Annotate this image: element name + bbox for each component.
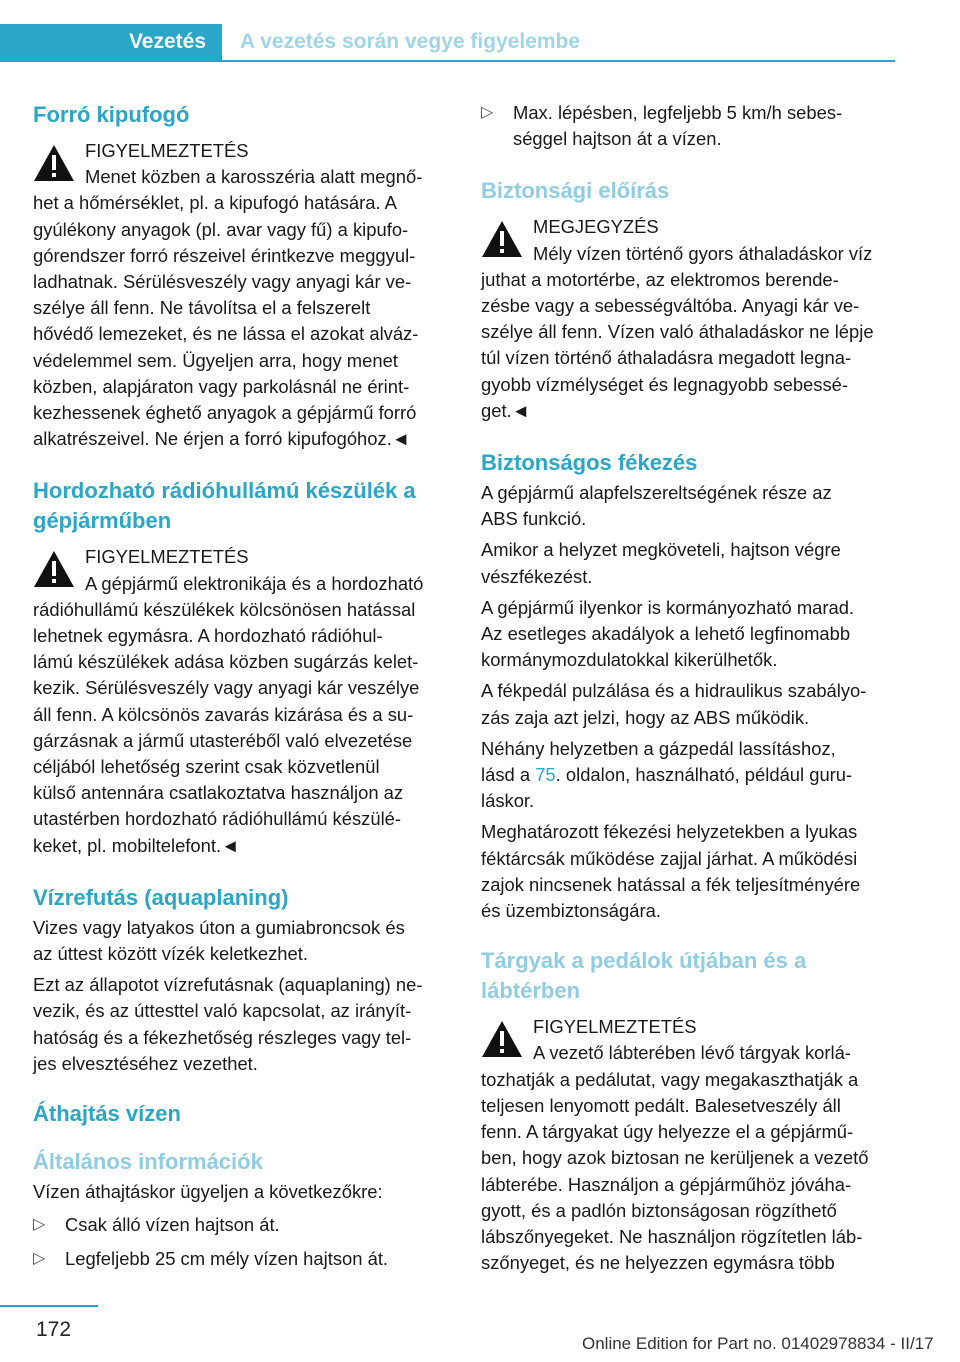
list-item: [481, 100, 897, 152]
warning-triangle-icon: [33, 144, 75, 182]
warning-text-line: kezhessenek éghető anyagok a gépjármű forró: [33, 402, 417, 424]
note-text-line: szélye áll fenn. Vízen való áthaladáskor ne lépje: [481, 321, 874, 343]
paragraph: [481, 480, 897, 532]
warning-text-line: A gépjármű elektronikája és a hordozható: [85, 572, 424, 594]
warning-text-line: ben, hogy azok biztosan ne kerüljenek a vezető: [481, 1147, 869, 1169]
warning-text-line: gyott, és a padlón biztonságosan rögzíthető: [481, 1199, 837, 1221]
warning-text-line: keket, pl. mobiltelefont.◄: [33, 834, 240, 856]
text-line: [481, 762, 897, 788]
text-line: A fékpedál pulzálása és a hidraulikus szabályo-: [481, 680, 867, 702]
warning-label: FIGYELMEZTETÉS: [85, 140, 249, 161]
warning-text-line: A vezető lábterében lévő tárgyak korlá-: [533, 1042, 851, 1064]
paragraph: [33, 915, 449, 967]
warning-triangle-icon: [481, 220, 523, 258]
list-item-text: Csak álló vízen hajtson át.: [65, 1214, 280, 1236]
text-line: ABS funkció.: [481, 508, 587, 530]
heading-portable-radio: Hordozható rádióhullámú készülék a gépjárműben: [33, 478, 416, 534]
text-line: hatóság és a fékezhetőség részleges vagy tel-: [33, 1026, 412, 1048]
warning-text-line: het a hőmérséklet, pl. a kipufogó hatására. A: [33, 192, 397, 214]
warning-text-line: áll fenn. A kölcsönös zavarás kizárása és a su-: [33, 703, 414, 725]
list-item: [33, 1212, 449, 1238]
text-line: A gépjármű alapfelszereltségének része az: [481, 482, 832, 504]
warning-text-line: hővédő lemezeket, és ne lássa el azokat alváz-: [33, 323, 419, 345]
list-item: [33, 1246, 449, 1272]
text-line: zajok nincsenek hatással a fék teljesítményére: [481, 873, 861, 895]
text-line: Vizes vagy latyakos úton a gumiabroncsok és: [33, 916, 405, 938]
text-line: vezik, és az úttesttel való kapcsolat, az irányít-: [33, 1000, 412, 1022]
heading-driving-through-water: Áthajtás vízen: [33, 1101, 181, 1127]
warning-text-line: ladhatnak. Sérülésveszély vagy anyagi kár ve-: [33, 271, 412, 293]
section-subtitle: A vezetés során vegye figyelembe: [240, 30, 581, 53]
text-line: és üzembiztonságára.: [481, 900, 661, 922]
list-item-text: Legfeljebb 25 cm mély vízen hajtson át.: [65, 1247, 389, 1269]
text-line: A gépjármű ilyenkor is kormányozható marad.: [481, 596, 855, 618]
page-reference-link[interactable]: 75: [535, 764, 556, 786]
paragraph: [481, 595, 897, 674]
text-line: az úttest között vízék keletkezhet.: [33, 943, 308, 965]
warning-text-line: lehetnek egymásra. A hordozható rádióhul-: [33, 625, 383, 647]
warning-text-line: lábterébe. Használjon a gépjárműhöz jóváha-: [481, 1173, 852, 1195]
text-line: kormánymozdulatokkal kikerülhetők.: [481, 649, 778, 671]
warning-text-line: szélye áll fenn. Ne távolítsa el a felszerelt: [33, 297, 371, 319]
warning-text-line: céljából lehetőség szerint csak közvetlenül: [33, 756, 380, 778]
text-line: jes elvesztéséhez vezethet.: [33, 1052, 258, 1074]
warning-text-line: lábszőnyegeket. Ne használjon rögzítetlen láb-: [481, 1225, 863, 1247]
note-label: MEGJEGYZÉS: [533, 216, 659, 238]
warning-text-line: utastérben hordozható rádióhullámú készülé-: [33, 808, 402, 830]
warning-text-line: gyúlékony anyagok (pl. avar vagy fű) a kipufo-: [33, 218, 409, 240]
text-line: Néhány helyzetben a gázpedál lassításhoz,: [481, 737, 836, 759]
text-span: . oldalon, használható, például guru-: [555, 764, 853, 786]
warning-text-line: alkatrészeivel. Ne érjen a forró kipufogóhoz.◄: [33, 428, 411, 450]
paragraph: [33, 972, 449, 1077]
general-intro: Vízen áthajtáskor ügyeljen a következőkre:: [33, 1181, 383, 1203]
note-block-water: [481, 214, 897, 424]
warning-text-line: külső antennára csatlakoztatva használjon az: [33, 782, 404, 804]
note-text-line: Mély vízen történő gyors áthaladáskor víz: [533, 242, 873, 264]
text-line: láskor.: [481, 790, 535, 812]
heading-objects-footwell: Tárgyak a pedálok útjában és a lábtérben: [481, 948, 807, 1004]
warning-text-line: szőnyeget, és ne helyezzen egymásra több: [481, 1252, 835, 1274]
edition-text: Online Edition for Part no. 01402978834 - II/17: [582, 1334, 934, 1353]
triangle-right-bullet-icon: ▷: [33, 1249, 46, 1267]
heading-hot-exhaust: Forró kipufogó: [33, 102, 190, 127]
warning-block-footwell: [481, 1014, 897, 1276]
warning-triangle-icon: [481, 1020, 523, 1058]
warning-text-line: tozhatják a pedálutat, vagy megakaszthatják a: [481, 1068, 859, 1090]
page-header: [0, 24, 895, 60]
warning-text-line: közben, alapjáraton vagy parkolásnál ne érint-: [33, 375, 410, 397]
right-column: [481, 100, 897, 1276]
paragraph: [481, 678, 897, 730]
warning-text-line: górendszer forró részeivel érintkezve meggyul-: [33, 244, 416, 266]
heading-aquaplaning: Vízrefutás (aquaplaning): [33, 884, 289, 910]
triangle-right-bullet-icon: ▷: [481, 104, 494, 121]
paragraph: [481, 819, 897, 924]
note-text-line: túl vízen történő áthaladásra megadott legna-: [481, 347, 852, 369]
warning-text-line: lámú készülékek adása közben sugárzás kelet-: [33, 651, 419, 673]
header-rule: [0, 60, 895, 62]
text-line: Ezt az állapotot vízrefutásnak (aquaplaning) ne-: [33, 974, 423, 996]
heading-safety-note: Biztonsági előírás: [481, 178, 670, 204]
warning-text-line: védelemmel sem. Ügyeljen arra, hogy menet: [33, 349, 398, 371]
note-text-line: zésbe vagy a sebességváltóba. Anyagi kár ve-: [481, 295, 860, 317]
warning-text-line: rádióhullámú készülékek kölcsönösen hatással: [33, 598, 416, 620]
left-column: [33, 100, 449, 1272]
text-span: lásd a: [481, 764, 536, 786]
warning-label: FIGYELMEZTETÉS: [85, 546, 249, 568]
warning-text-line: fenn. A tárgyakat úgy helyezze el a gépjármű-: [481, 1121, 854, 1143]
text-line: vészfékezést.: [481, 565, 593, 587]
warning-label: FIGYELMEZTETÉS: [533, 1016, 697, 1038]
warning-text-line: kezik. Sérülésveszély vagy anyagi kár veszélye: [33, 677, 420, 699]
footer-rule: [0, 1305, 98, 1307]
text-line: zás zaja azt jelzi, hogy az ABS működik.: [481, 706, 810, 728]
warning-text-line: gárzásnak a jármű utasteréből való elvezetése: [33, 729, 413, 751]
note-text-line: juthat a motortérbe, az elektromos berende-: [481, 268, 839, 290]
warning-triangle-icon: [33, 550, 75, 588]
warning-block-exhaust: [33, 138, 449, 452]
note-text-line: get.◄: [481, 399, 530, 421]
paragraph: [481, 537, 897, 589]
warning-text-line: teljesen lenyomott pedált. Balesetveszély áll: [481, 1094, 841, 1116]
page-number: 172: [36, 1318, 72, 1341]
heading-general-info: Általános információk: [33, 1149, 263, 1175]
triangle-right-bullet-icon: ▷: [33, 1216, 46, 1234]
text-line: Meghatározott fékezési helyzetekben a lyukas: [481, 821, 858, 843]
section-tab: Vezetés: [0, 24, 222, 60]
warning-text-line: Menet közben a karosszéria alatt megnő-: [85, 166, 423, 188]
text-line: féktárcsák működése zajjal járhat. A működési: [481, 847, 858, 869]
warning-block-radio: [33, 544, 449, 858]
text-line: Az esetleges akadályok a lehető legfinomabb: [481, 623, 851, 645]
list-item-text: Max. lépésben, legfeljebb 5 km/h sebes-: [513, 102, 843, 123]
heading-safe-braking: Biztonságos fékezés: [481, 450, 698, 476]
text-line: Amikor a helyzet megköveteli, hajtson végre: [481, 539, 841, 561]
paragraph: [481, 736, 897, 815]
note-text-line: gyobb vízmélységet és legnagyobb sebessé-: [481, 373, 849, 395]
list-item-text: séggel hajtson át a vízen.: [513, 128, 722, 150]
